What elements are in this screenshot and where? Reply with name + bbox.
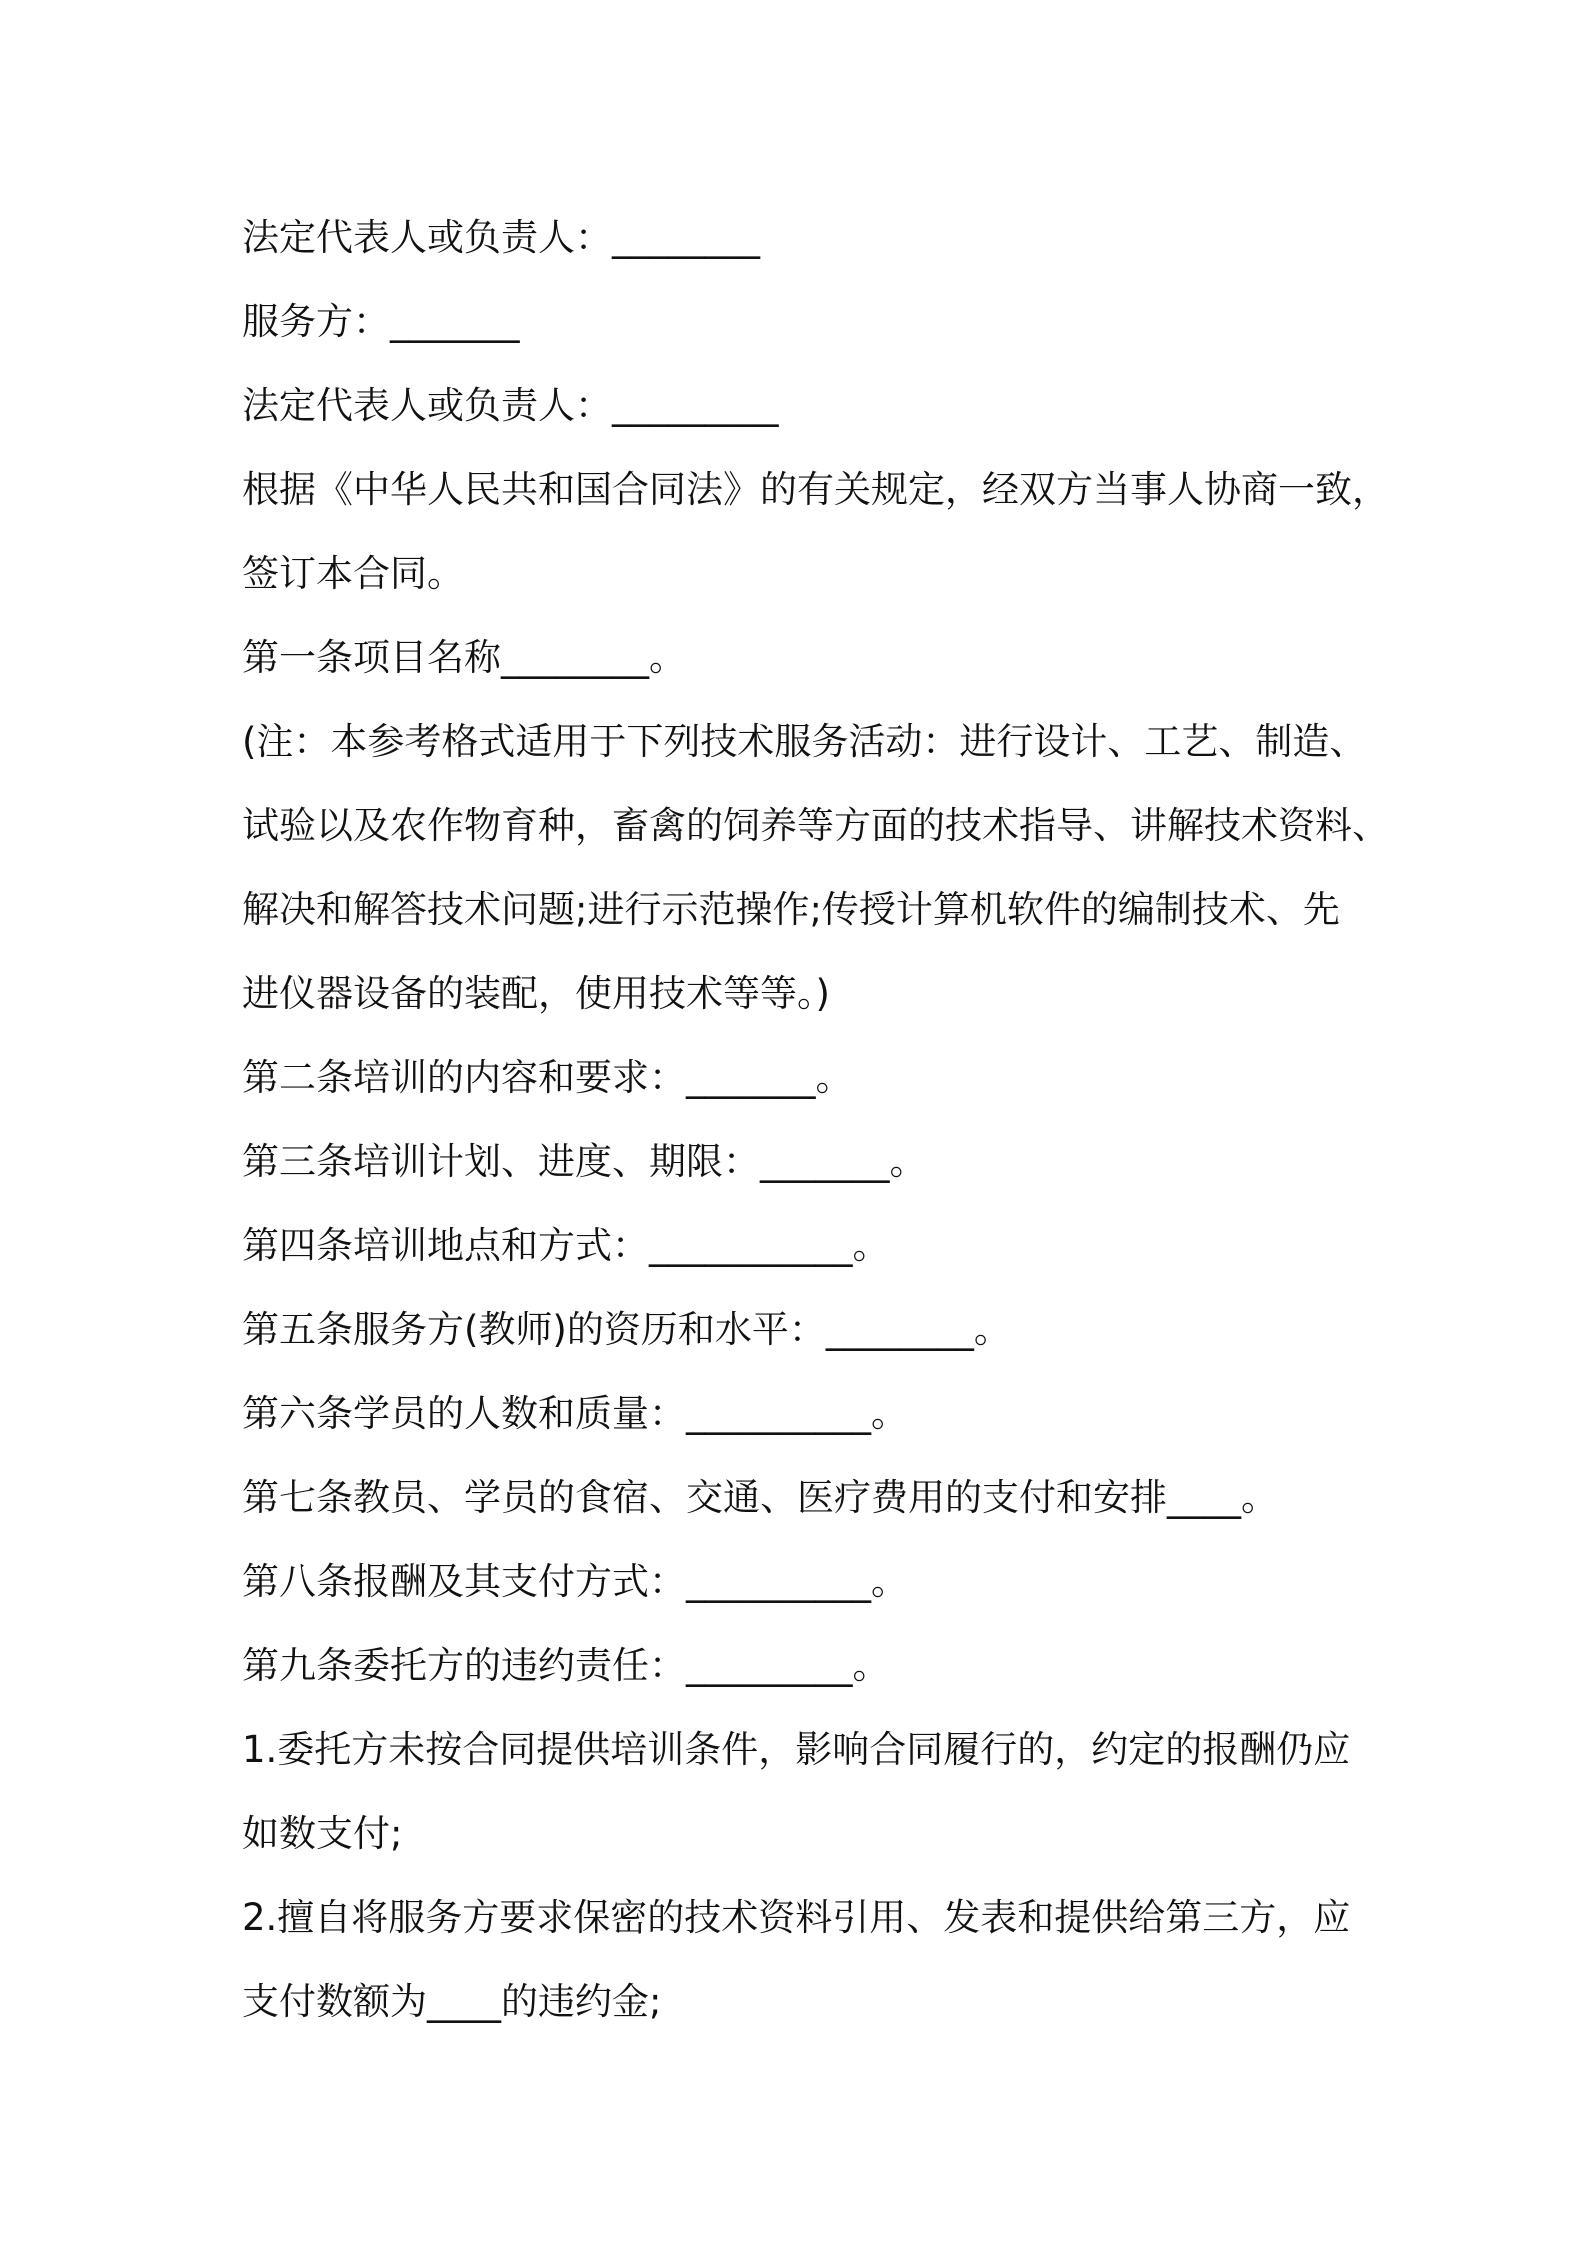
preamble-line-1: 根据《中华人民共和国合同法》的有关规定，经双方当事人协商一致， xyxy=(242,468,1389,511)
note-line-3: 解决和解答技术问题;进行示范操作;传授计算机软件的编制技术、先 xyxy=(242,888,1340,931)
article-2: 第二条培训的内容和要求：_______。 xyxy=(242,1056,853,1099)
note-line-4: 进仪器设备的装配，使用技术等等。) xyxy=(242,972,830,1015)
article-8: 第八条报酬及其支付方式：__________。 xyxy=(242,1560,908,1603)
note-line-2: 试验以及农作物育种，畜禽的饲养等方面的技术指导、讲解技术资料、 xyxy=(242,804,1389,847)
clause-1-line-1: 1.委托方未按合同提供培训条件，影响合同履行的，约定的报酬仍应 xyxy=(242,1728,1351,1771)
service-party-line: 服务方：_______ xyxy=(242,300,520,343)
preamble-line-2: 签订本合同。 xyxy=(242,552,464,595)
document-body xyxy=(242,196,1389,2044)
article-4: 第四条培训地点和方式：___________。 xyxy=(242,1224,890,1267)
clause-2-line-1: 2.擅自将服务方要求保密的技术资料引用、发表和提供给第三方，应 xyxy=(242,1896,1351,1939)
article-9: 第九条委托方的违约责任：_________。 xyxy=(242,1644,890,1687)
note-line-1: (注：本参考格式适用于下列技术服务活动：进行设计、工艺、制造、 xyxy=(242,720,1367,763)
legal-representative-line-2: 法定代表人或负责人：_________ xyxy=(242,384,779,427)
article-3: 第三条培训计划、进度、期限：_______。 xyxy=(242,1140,927,1183)
article-5: 第五条服务方(教师)的资历和水平：________。 xyxy=(242,1308,1011,1351)
article-7: 第七条教员、学员的食宿、交通、医疗费用的支付和安排____。 xyxy=(242,1476,1278,1519)
clause-2-line-2: 支付数额为____的违约金; xyxy=(242,1980,662,2023)
legal-representative-line-1: 法定代表人或负责人：________ xyxy=(242,216,760,259)
article-6: 第六条学员的人数和质量：__________。 xyxy=(242,1392,908,1435)
clause-1-line-2: 如数支付; xyxy=(242,1812,403,1855)
article-1: 第一条项目名称________。 xyxy=(242,636,686,679)
